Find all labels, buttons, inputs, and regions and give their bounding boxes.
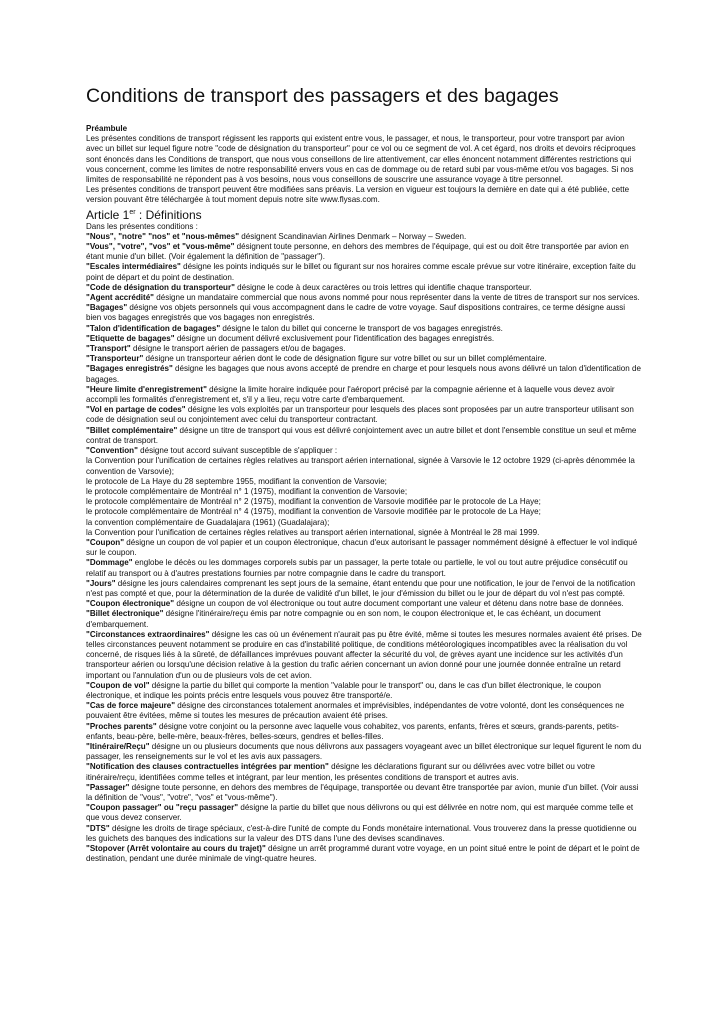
definition-term: "Convention" (86, 446, 138, 456)
definition-text: désignent toute personne, en dehors des membres de l'équipage, qui est ou doit être transportée par avion en étant munie d'un billet. (Voir également la définition de "passager"). (86, 242, 629, 262)
definition-text: désigne les droits de tirage spéciaux, c'est-à-dire l'unité de compte du Fonds monétaire international. Vous trouverez dans la presse quotidienne ou les guichets des banques des indications sur la valeur des DTS dans l'une des devises scandinaves. (86, 823, 637, 843)
definition-term: "Coupon électronique" (86, 599, 175, 609)
definition-term: "Talon d'identification de bagages" (86, 323, 221, 333)
definition-term: "Transporteur" (86, 354, 144, 364)
definition-term: "Nous", "notre" "nos" et "nous-mêmes" (86, 231, 240, 241)
definition-item (86, 242, 642, 262)
definition-text: désigne toute personne, en dehors des membres de l'équipage, transportée ou devant être transportée par avion, munie d'un billet. (Voir aussi la définition de "vous", "votre", "vos" et "vous-même"). (86, 782, 639, 802)
article-title: : Définitions (135, 207, 202, 222)
definition-text: englobe le décès ou les dommages corporels subis par un passager, la perte totale ou partielle, le vol ou tout autre préjudice consécutif ou relatif au transport ou à d'autres prestations fournies par notre compagnie dans le cadre du transport. (86, 558, 628, 578)
definition-text: désigne un document délivré exclusivement pour l'identification des bagages enregistrés. (174, 333, 495, 343)
definitions-list (86, 232, 642, 865)
definition-item (86, 446, 642, 456)
definition-term: "Jours" (86, 578, 116, 588)
definition-text: désigne le code à deux caractères ou trois lettres qui identifie chaque transporteur. (234, 282, 532, 292)
definition-term: "Notification des clauses contractuelles intégrées par mention" (86, 762, 329, 772)
definition-term: "Dommage" (86, 558, 133, 568)
definition-text: désigne les cas où un événement n'aurait pas pu être évité, même si toutes les mesures normales avaient été prises. De telles circonstances peuvent notamment se produire en cas d'instabilité politique, de conditions météorologiques incompatibles avec la réalisation du vol concerné, de risques liés à la sûreté, de défaillances imprévues pouvant affecter la sécurité du vol, de grèves ayant une incidence sur les activités d'un transporteur aérien ou lorsqu'une décision relative à la gestion du trafic aérien concernant un avion donné pour une journée donnée entraîne un retard important ou l'annulation d'un ou de plusieurs vols de cet avion. (86, 629, 642, 680)
definition-text: désigne un arrêt programmé durant votre voyage, en un point situé entre le point de départ et le point de destination, pendant une durée minimale de vingt-quatre heures. (86, 844, 640, 864)
definition-term: "Stopover (Arrêt volontaire au cours du trajet)" (86, 844, 266, 854)
definition-text: le protocole complémentaire de Montréal n° 2 (1975), modifiant la convention de Varsovie modifiée par le protocole de La Haye; (86, 497, 541, 507)
definition-term: "Bagages enregistrés" (86, 364, 173, 374)
definition-text: désigne la limite horaire indiquée pour l'aéroport précisé par la compagnie aérienne et à laquelle vous devez avoir accompli les formalités d'enregistrement et, s'il y a lieu, reçu votre carte d'embarquement. (86, 384, 615, 405)
definition-item (86, 599, 642, 609)
definition-term: "Proches parents" (86, 721, 157, 731)
definition-text: désigne le talon du billet qui concerne le transport de vos bagages enregistrés. (220, 323, 503, 333)
definition-item (86, 783, 642, 803)
definition-text: désigne les points indiqués sur le billet ou figurant sur nos horaires comme escale prévue sur votre itinéraire, exception faite du point de départ et du point de destination. (86, 262, 636, 282)
definition-term: "Billet électronique" (86, 609, 164, 619)
definition-item (86, 426, 642, 446)
definition-term: "Coupon" (86, 537, 125, 547)
definition-item (86, 303, 642, 323)
definition-text: désigne un titre de transport qui vous est délivré conjointement avec un autre billet et dont l'ensemble constitue un seul et même contrat de transport. (86, 425, 637, 445)
definition-item (86, 538, 642, 558)
definition-item (86, 701, 642, 721)
definition-text: désigne les vols exploités par un transporteur pour lesquels des places sont proposées par un autre transporteur utilisant son code de désignation seul ou conjointement avec celui du transporteur contractant. (86, 405, 634, 425)
definition-term: "Vol en partage de codes" (86, 405, 186, 415)
definition-text: la Convention pour l'unification de certaines règles relatives au transport aérien international, signée à Varsovie le 12 octobre 1929 (ci-après dénommée la convention de Varsovie); (86, 456, 635, 476)
definition-item (86, 354, 642, 364)
definition-item (86, 487, 642, 497)
definition-item (86, 477, 642, 487)
definition-item (86, 344, 642, 354)
definition-item (86, 262, 642, 282)
definition-item (86, 456, 642, 476)
definition-term: "Coupon de vol" (86, 680, 150, 690)
definition-term: "Escales intermédiaires" (86, 262, 181, 272)
preamble-paragraph: Les présentes conditions de transport peuvent être modifiées sans préavis. La version en vigueur est toujours la dernière en date qui a été publiée, cette version pouvant être téléchargée à tout moment depuis notre site www.flysas.com. (86, 185, 630, 205)
definition-item (86, 742, 642, 762)
definition-item (86, 824, 642, 844)
preamble-paragraph: Les présentes conditions de transport régissent les rapports qui existent entre vous, le passager, et nous, le transporteur, pour votre transport par avion avec un billet sur lequel figure notre "code de désignation du transporteur" pour ce vol ou ce segment de vol. A cet égard, nos droits et devoirs réciproques sont énoncés dans les Conditions de transport, que nous vous conseillons de lire attentivement, car elles énoncent notamment différentes restrictions qui vous concernent, comme les limites de notre responsabilité envers vous en cas de dommage ou de retard subi par vous-même et/ou vos bagages. Si nos limites de responsabilité ne répondent pas à vos besoins, nous vous conseillons de souscrire une assurance voyage à titre personnel. (86, 134, 636, 185)
definition-term: "Circonstances extraordinaires" (86, 629, 210, 639)
definition-text: désigne un coupon de vol électronique ou tout autre document comportant une valeur et détenu dans notre base de données. (174, 599, 624, 609)
definition-text: le protocole complémentaire de Montréal n° 1 (1975), modifiant la convention de Varsovie; (86, 486, 408, 496)
definition-text: désigne des circonstances totalement anormales et imprévisibles, indépendantes de votre volonté, dont les conséquences ne pouvaient être évitées, même si toutes les mesures de précaution avaient été prises. (86, 701, 625, 721)
definition-item (86, 609, 642, 629)
definition-item (86, 722, 642, 742)
definition-term: "Itinéraire/Reçu" (86, 741, 150, 751)
definition-text: désigne l'itinéraire/reçu émis par notre compagnie ou en son nom, le coupon électronique et, le cas échéant, un document d'embarquement. (86, 609, 601, 629)
definition-item (86, 518, 642, 528)
definition-text: désigne la partie du billet qui comporte la mention "valable pour le transport" ou, dans le cas d'un billet électronique, le coupon électronique, et indique les points précis entre lesquels vous pouvez être transporté/e. (86, 680, 601, 700)
definition-item (86, 334, 642, 344)
definition-text: désigne vos objets personnels qui vous accompagnent dans le cadre de votre voyage. Sauf dispositions contraires, ce terme désigne aussi bien vos bagages enregistrés que vos bagages non enregistrés. (86, 303, 626, 323)
definition-item (86, 681, 642, 701)
definition-item (86, 497, 642, 507)
definition-text: désigne un ou plusieurs documents que nous délivrons aux passagers voyageant avec un billet électronique sur lequel figurent le nom du passager, les renseignements sur le vol et les avis aux passagers. (86, 741, 642, 762)
definition-text: désigne un transporteur aérien dont le code de désignation figure sur votre billet ou sur un billet complémentaire. (143, 354, 547, 364)
definition-item (86, 385, 642, 405)
document-body (86, 124, 642, 864)
definition-text: le protocole complémentaire de Montréal n° 4 (1975), modifiant la convention de Varsovie modifiée par le protocole de La Haye; (86, 507, 541, 517)
definition-term: "Transport" (86, 344, 131, 354)
definition-term: "Etiquette de bagages" (86, 333, 175, 343)
definition-item (86, 324, 642, 334)
definition-item (86, 630, 642, 681)
definition-term: "Vous", "votre", "vos" et "vous-même" (86, 242, 235, 252)
definition-text: le protocole de La Haye du 28 septembre 1955, modifiant la convention de Varsovie; (86, 476, 387, 486)
article-superscript: er (129, 208, 136, 216)
definition-text: désigne un mandataire commercial que nous avons nommé pour nous représenter dans la vente de titres de transport sur nos services. (154, 293, 640, 303)
page-title: Conditions de transport des passagers et des bagages (86, 85, 559, 107)
definition-item (86, 762, 642, 782)
definition-item (86, 803, 642, 823)
definition-term: "DTS" (86, 823, 110, 833)
definition-text: désigne les bagages que nous avons accepté de prendre en charge et pour lesquels nous avons délivré un talon d'identification de bagages. (86, 364, 641, 384)
definition-term: "Cas de force majeure" (86, 701, 176, 711)
definition-text: désigne la partie du billet que nous délivrons ou qui est délivrée en notre nom, qui est marquée comme telle et que vous devez conserver. (86, 803, 634, 823)
definition-term: "Agent accrédité" (86, 293, 155, 303)
definition-text: la convention complémentaire de Guadalajara (1961) (Guadalajara); (86, 517, 330, 527)
definition-item (86, 844, 642, 864)
definition-text: désigne un coupon de vol papier et un coupon électronique, chacun d'eux autorisant le passager nommément désigné à effectuer le vol indiqué sur le coupon. (86, 537, 638, 558)
definition-text: désigne les déclarations figurant sur ou délivrées avec votre billet ou votre itinéraire/reçu, identifiées comme telles et intégrant, par leur mention, les présentes conditions de transport et autres avis. (86, 762, 595, 782)
definition-item (86, 558, 642, 578)
definition-term: "Bagages" (86, 303, 128, 313)
definition-item (86, 507, 642, 517)
definition-term: "Heure limite d'enregistrement" (86, 384, 207, 394)
definition-term: "Billet complémentaire" (86, 425, 178, 435)
preamble-heading: Préambule (86, 124, 128, 133)
definition-item (86, 283, 642, 293)
article-heading (86, 206, 642, 222)
definition-text: désigne les jours calendaires comprenant les sept jours de la semaine, étant entendu que pour une notification, le jour de l'envoi de la notification n'est pas compté et que, pour la détermination de la durée de validité d'un billet, le jour d'émission du billet ou le jour de départ du vol n'est pas compté. (86, 578, 636, 598)
article-number: Article 1 (86, 207, 130, 222)
definition-item (86, 232, 642, 242)
definition-item (86, 293, 642, 303)
definition-item (86, 405, 642, 425)
definition-text: désigne votre conjoint ou la personne avec laquelle vous cohabitez, vos parents, enfants, frères et sœurs, grands-parents, petits-enfants, beau-père, belle-mère, beaux-frères, belles-sœurs, gendres et belles-filles. (86, 721, 619, 741)
definition-term: "Coupon passager" ou "reçu passager" (86, 803, 239, 813)
definition-text: désignent Scandinavian Airlines Denmark – Norway – Sweden. (239, 231, 467, 241)
definition-item (86, 528, 642, 538)
definition-text: la Convention pour l'unification de certaines règles relatives au transport aérien international, signée à Montréal le 28 mai 1999. (86, 527, 540, 537)
definition-term: "Passager" (86, 782, 130, 792)
definition-term: "Code de désignation du transporteur" (86, 282, 235, 292)
definition-item (86, 364, 642, 384)
definition-text: désigne le transport aérien de passagers et/ou de bagages. (130, 344, 346, 354)
definition-text: désigne tout accord suivant susceptible de s'appliquer : (137, 446, 338, 456)
definition-item (86, 579, 642, 599)
definitions-intro: Dans les présentes conditions : (86, 221, 198, 231)
